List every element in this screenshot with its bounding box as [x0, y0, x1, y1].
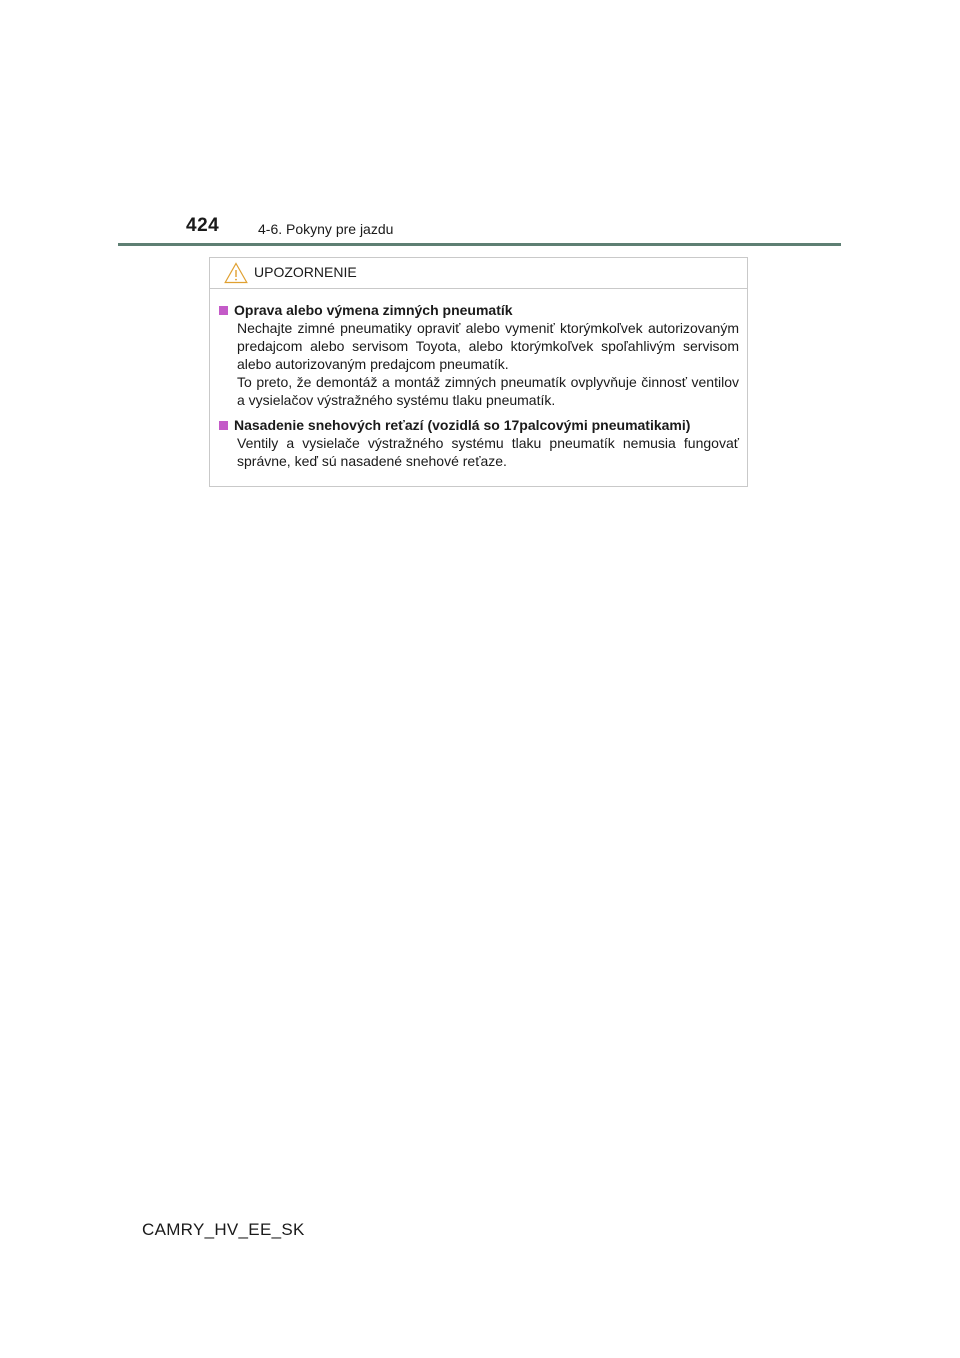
caution-item-text: Ventily a vysielače výstražného systému tlaku pneumatík nemusia fungovať správne, keď sú nasadené snehové reťaze. [237, 435, 739, 469]
square-bullet-icon [219, 306, 228, 315]
caution-item-text: Nechajte zimné pneumatiky opraviť alebo vymeniť ktorýmkoľvek autorizovaným predajcom alebo servisom Toyota, alebo ktorýmkoľvek spoľahlivým servisom alebo autorizovaným predajcom pneumatík. [237, 320, 739, 372]
caution-item [219, 416, 739, 470]
section-title: 4-6. Pokyny pre jazdu [258, 221, 394, 237]
caution-item-title [219, 416, 739, 434]
page-number: 424 [186, 215, 220, 236]
caution-item [219, 301, 739, 409]
document-code: CAMRY_HV_EE_SK [142, 1220, 305, 1239]
page-header [0, 0, 960, 250]
caution-header [210, 258, 747, 289]
caution-item-title-text: Oprava alebo výmena zimných pneumatík [234, 302, 513, 318]
warning-triangle-icon [224, 262, 248, 284]
caution-item-title-text: Nasadenie snehových reťazí (vozidlá so 17palcovými pneumatikami) [234, 417, 691, 433]
header-divider [118, 243, 841, 246]
caution-label: UPOZORNENIE [254, 264, 357, 280]
caution-body [210, 289, 747, 470]
caution-item-title [219, 301, 739, 319]
caution-item-text: To preto, že demontáž a montáž zimných pneumatík ovplyvňuje činnosť ventilov a vysielačov výstražného systému tlaku pneumatík. [237, 374, 739, 408]
square-bullet-icon [219, 421, 228, 430]
caution-box [209, 257, 748, 487]
